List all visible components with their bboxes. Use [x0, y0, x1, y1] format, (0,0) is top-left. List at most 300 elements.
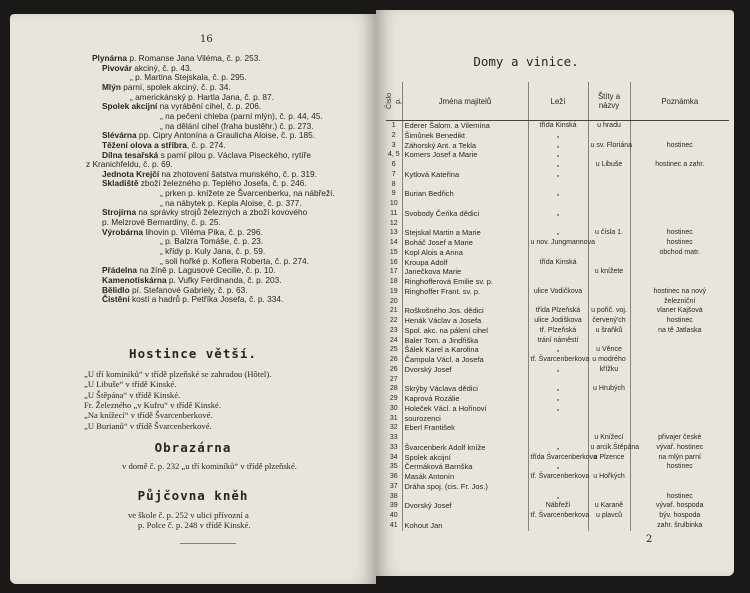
table-cell — [402, 199, 528, 209]
col-header-signs: Štíty a názvy — [588, 82, 630, 121]
table-cell: Čampula Václ. a Josefa — [402, 355, 528, 365]
table-cell: 9 — [391, 190, 396, 198]
table-cell — [402, 492, 528, 502]
table-cell: býv. hospoda — [630, 511, 729, 521]
table-cell: vývař. hostinec — [630, 443, 729, 453]
table-cell — [588, 180, 630, 190]
table-cell — [630, 345, 729, 355]
table-cell: 36 — [389, 473, 398, 480]
table-cell — [630, 267, 729, 277]
table-row — [386, 170, 729, 180]
table-cell — [402, 375, 528, 385]
table-cell: 22 — [389, 317, 398, 324]
table-cell: 8 — [391, 180, 396, 188]
table-cell: zahr. šrulbinka — [630, 521, 729, 531]
entry-detail: „ americkánský p. Hartla Jana, č. p. 87. — [130, 91, 274, 102]
table-cell: u Věnce — [588, 345, 630, 355]
table-row — [386, 160, 729, 170]
entry-detail: „ soli hořké p. Koflera Roberta, č. p. 274. — [160, 255, 309, 266]
table-cell: Skrýby Václava dědici — [402, 384, 528, 394]
right-page — [376, 10, 734, 576]
table-cell — [588, 404, 630, 414]
table-cell: hostinec — [630, 238, 729, 248]
table-row — [386, 306, 729, 316]
table-row — [386, 189, 729, 199]
pujcovna-line: p. Polce č. p. 248 v třídě Kinské. — [138, 520, 251, 530]
table-row — [386, 209, 729, 219]
table-cell: trání náměstí — [528, 336, 588, 346]
table-cell: Burian Bedřich — [402, 189, 528, 199]
table-cell — [588, 414, 630, 424]
table-cell: 3 — [391, 141, 396, 149]
table-cell: Šálek Karel a Karolina — [402, 345, 528, 355]
table-cell: Roškošného Jos. dědici — [402, 306, 528, 316]
table-cell — [630, 180, 729, 190]
table-cell: Ringhoffer Frant. sv. p. — [402, 287, 528, 297]
table-cell: 41 — [389, 521, 398, 529]
table-cell: Švarcenberk Adolf kníže — [402, 443, 528, 453]
entry-name: Slévárna — [102, 130, 137, 141]
table-cell — [528, 375, 588, 385]
entry-name: Bělidlo — [102, 284, 130, 295]
table-cell — [588, 170, 630, 180]
table-row — [386, 384, 729, 394]
table-cell — [630, 375, 729, 385]
table-cell: 33 — [389, 434, 398, 441]
entry-detail: „ křídy p. Kuly Jana, č. p. 59. — [160, 246, 266, 256]
table-row — [386, 316, 729, 326]
table-row — [386, 180, 729, 190]
col-header-location: Leží — [528, 82, 588, 121]
table-cell: obchod matr. — [630, 248, 729, 258]
table-cell: u čísla 1. — [588, 228, 630, 238]
table-cell — [630, 189, 729, 199]
table-cell — [588, 219, 630, 229]
table-row — [386, 336, 729, 346]
table-cell: 13 — [389, 229, 398, 237]
table-cell — [402, 160, 528, 170]
table-cell — [630, 170, 729, 180]
table-cell: „ — [528, 404, 588, 414]
table-cell: hostinec — [630, 492, 729, 502]
col-header-owners: Jména majitelů — [402, 82, 528, 121]
page-number: 16 — [200, 34, 213, 45]
table-cell — [588, 394, 630, 404]
table-cell — [402, 297, 528, 307]
entry-name: Jednota Krejčí — [102, 168, 160, 179]
table-cell: „ — [528, 209, 588, 219]
table-cell — [528, 277, 588, 287]
entry-detail: lihovin p. Viléma Pika, č. p. 296. — [143, 226, 263, 237]
table-cell: Ringhofferová Emilie sv. p. — [402, 277, 528, 287]
table-cell — [402, 511, 528, 521]
table-cell: „ — [528, 443, 588, 453]
entry-name: Plynárna — [92, 53, 128, 63]
col-header-note: Poznámka — [630, 82, 729, 121]
table-cell: u Hrubých — [588, 384, 630, 394]
entry-detail: „ na nábytek p. Kepla Aloise, č. p. 377. — [160, 197, 302, 208]
table-cell: u Hořkých — [588, 472, 630, 482]
table-cell — [528, 248, 588, 258]
table-cell: 35 — [389, 463, 398, 471]
table-cell: 31 — [389, 414, 398, 422]
table-cell — [630, 131, 729, 141]
entry-name: Výrobárna — [102, 226, 144, 237]
table-cell: Baler Tom. a Jindřiška — [402, 336, 528, 346]
entry-detail: zboží železného p. Teplého Josefa, č. p. 246. — [138, 178, 307, 189]
table-cell: Komers Josef a Marie — [402, 150, 528, 160]
table-row — [386, 150, 729, 160]
table-cell: „ — [528, 365, 588, 375]
table-cell: 37 — [389, 482, 398, 490]
table-cell — [528, 199, 588, 209]
table-cell: Kopl Alois a Anna — [402, 248, 528, 258]
table-row — [386, 228, 729, 238]
table-cell: 23 — [389, 326, 398, 334]
entry-detail: kostí a hadrů p. Petříka Josefa, č. p. 334. — [129, 294, 284, 305]
table-cell: Dvorský Josef — [402, 365, 528, 375]
hostinec-line: „U Štěpána“ v třídě Kinské. — [84, 389, 181, 400]
table-cell: 14 — [389, 239, 398, 246]
table-row — [386, 492, 729, 502]
entry-detail: p. Melzrové Bernardiny, č. p. 25. — [102, 217, 221, 228]
table-cell: 33 — [389, 443, 398, 451]
heading-hostince: Hostince větší. — [129, 346, 257, 361]
entry-detail: „ prken p. knížete ze Švarcenberku, na nábřeží. — [160, 188, 335, 199]
entry-detail: p. Romanse Jana Viléma, č. p. 253. — [127, 53, 261, 63]
table-cell: 27 — [389, 375, 398, 383]
table-cell — [588, 258, 630, 268]
entry-name: Těžení olova a stříbra — [102, 139, 187, 150]
table-cell — [588, 492, 630, 502]
entry-name: Strojírna — [102, 207, 137, 218]
table-row — [386, 267, 729, 277]
table-cell: 39 — [389, 502, 398, 510]
table-cell: „ — [528, 160, 588, 170]
table-cell: 24 — [389, 336, 398, 344]
hostinec-line: „U Libuše“ v třídě Kinské. — [84, 379, 177, 390]
table-row — [386, 394, 729, 404]
entry-name: Spolek akcijní — [102, 101, 158, 112]
table-row — [386, 472, 729, 482]
table-cell: u Karaně — [588, 501, 630, 511]
table-cell: Čermáková Barnška — [402, 462, 528, 472]
table-cell — [528, 433, 588, 443]
table-row — [386, 345, 729, 355]
entry-detail: z Kranichfeldu, č. p. 69. — [86, 159, 173, 170]
table-cell — [528, 180, 588, 190]
table-cell — [528, 219, 588, 229]
entry-name: Kamenotiskárna — [102, 274, 167, 285]
table-cell: u Plzence — [588, 453, 630, 463]
table-row — [386, 277, 729, 287]
table-cell — [630, 121, 729, 131]
table-cell: 30 — [389, 404, 398, 412]
table-cell: červený'ch — [588, 316, 630, 326]
table-cell: ulice Vodičkova — [528, 287, 588, 297]
entry-detail: na správky strojů železných a zboží kovového — [136, 207, 308, 218]
table-cell — [630, 258, 729, 268]
table-cell: Kytlová Kateřina — [402, 170, 528, 180]
table-cell: Šimůnek Benedikt — [402, 131, 528, 141]
table-cell: 21 — [389, 307, 398, 315]
entry-name: Čistění — [102, 294, 130, 305]
table-cell: třída Kinská — [528, 121, 588, 131]
table-cell: hostinec — [630, 141, 729, 151]
table-cell: u pořič. voj. — [588, 306, 630, 316]
table-cell — [528, 482, 588, 492]
entry-detail: „ na dělání cihel (fraha bustěhr.) č. p. 273. — [160, 120, 314, 131]
table-cell — [630, 365, 729, 375]
entry-detail: , č. p. 274. — [186, 139, 226, 150]
table-cell — [630, 414, 729, 424]
table-row — [386, 121, 729, 131]
table-cell: Kohout Jan — [402, 521, 528, 531]
table-cell: u Libuše — [588, 160, 630, 170]
table-cell: Spolek akcijní — [402, 453, 528, 463]
table-cell — [588, 297, 630, 307]
table-cell: přivajer české — [630, 433, 729, 443]
table-row — [386, 462, 729, 472]
table-row — [386, 248, 729, 258]
table-row — [386, 131, 729, 141]
table-cell: 1 — [391, 122, 396, 129]
table-cell: hostinec a zahr. — [630, 160, 729, 170]
table-cell: u hradu — [588, 121, 630, 131]
entry-detail: „ p. Balzra Tomáše, č. p. 23. — [160, 236, 264, 247]
table-cell — [630, 472, 729, 482]
table-cell — [630, 150, 729, 160]
entry-name: Pivovár — [102, 62, 132, 73]
entry-detail: na vyrábění cihel, č. p. 206. — [157, 101, 262, 112]
page-number: 2 — [646, 534, 653, 545]
table-cell — [588, 521, 630, 531]
table-cell — [402, 433, 528, 443]
table-cell — [588, 375, 630, 385]
table-cell: Svobody Čeňka dědici — [402, 209, 528, 219]
entry-name: Mlýn — [102, 81, 121, 92]
table-row — [386, 443, 729, 453]
table-cell: tř. Švarcenberkova — [528, 472, 588, 482]
table-cell: hostinec na nový — [630, 287, 729, 297]
table-row — [386, 258, 729, 268]
table-row — [386, 414, 729, 424]
entry-detail: s parní pilou p. Václava Piseckého, rytíře — [158, 149, 311, 160]
table-cell — [528, 297, 588, 307]
table-cell: 34 — [389, 453, 398, 461]
table-cell: u šraňků — [588, 326, 630, 336]
entry-detail: „ p. Martina Stejskala, č. p. 295. — [130, 72, 247, 83]
table-cell: Boháč Josef a Marie — [402, 238, 528, 248]
table-cell — [588, 277, 630, 287]
hostinec-line: „Na knížecí“ v třídě Švarcenberkové. — [84, 410, 213, 421]
table-cell: u plavců — [588, 511, 630, 521]
table-cell: „ — [528, 462, 588, 472]
table-cell: 38 — [389, 492, 398, 500]
table-cell: u sv. Floriána — [588, 141, 630, 151]
table-cell: 28 — [389, 385, 398, 393]
heading-obrazarna: Obrazárna — [154, 440, 232, 455]
table-cell — [588, 131, 630, 141]
table-cell: u knížete — [588, 267, 630, 277]
table-cell: 19 — [389, 287, 398, 295]
table-row — [386, 355, 729, 365]
entry-name: Přádelna — [102, 265, 138, 276]
table-cell — [588, 336, 630, 346]
hostinec-line: „U Burianů“ v třídě Švarcenberkové. — [84, 420, 212, 431]
table-cell: železniční — [630, 297, 729, 307]
col-header-number: Číslo p. — [386, 82, 402, 121]
entry-detail: „ na pečení chleba (parní mlýn), č. p. 44, 45. — [160, 110, 323, 121]
table-cell: „ — [528, 170, 588, 180]
table-row — [386, 287, 729, 297]
left-page — [10, 14, 376, 584]
table-row — [386, 199, 729, 209]
table-cell — [588, 209, 630, 219]
entry-name: Skladiště — [102, 178, 139, 189]
table-cell — [630, 219, 729, 229]
table-cell: křížku — [588, 365, 630, 375]
table-cell: Stejskal Martin a Marie — [402, 228, 528, 238]
table-cell: Eberl František — [402, 423, 528, 433]
table-cell: Henák Václav a Josefa — [402, 316, 528, 326]
table-cell — [588, 248, 630, 258]
table-cell: vlaner Kajšová — [630, 306, 729, 316]
table-cell: „ — [528, 228, 588, 238]
table-cell — [630, 277, 729, 287]
table-cell: „ — [528, 492, 588, 502]
hostinec-line: Fr. Železného „v Kufru“ v třídě Kinské. — [84, 399, 221, 410]
table-cell — [630, 394, 729, 404]
entry-detail: akciný, č. p. 43. — [131, 62, 192, 73]
table-cell: 25 — [389, 346, 398, 354]
table-row — [386, 141, 729, 151]
table-cell — [630, 384, 729, 394]
table-cell: „ — [528, 150, 588, 160]
entry-detail: na žíně p. Lagusové Cecilie, č. p. 10. — [137, 265, 276, 276]
table-cell: Nábřeží — [528, 501, 588, 511]
table-cell: 6 — [391, 161, 396, 168]
table-cell: 11 — [390, 209, 398, 217]
table-cell: „ — [528, 345, 588, 355]
table-cell — [630, 355, 729, 365]
table-header-row — [386, 82, 729, 121]
table-cell: 12 — [389, 219, 398, 227]
table-cell: Kroupa Adolf — [402, 258, 528, 268]
table-cell: u modrého — [588, 355, 630, 365]
table-cell: „ — [528, 394, 588, 404]
table-cell: hostinec — [630, 316, 729, 326]
table-cell: 16 — [389, 258, 398, 266]
entry-detail: p. Vufky Ferdinanda, č. p. 203. — [166, 274, 282, 285]
table-cell — [588, 150, 630, 160]
table-cell: třída Švarcenberkova — [528, 453, 588, 463]
table-cell — [528, 267, 588, 277]
hostinec-line: „U tří kominíků“ v třídě plzeňské se zahradou (Hôtel). — [84, 369, 272, 379]
table-cell: Záhorský Ant. a Tekla — [402, 141, 528, 151]
table-cell: „ — [528, 141, 588, 151]
table-cell: „ — [528, 384, 588, 394]
table-cell: Kaprová Rozálie — [402, 394, 528, 404]
table-cell — [402, 219, 528, 229]
table-cell — [630, 404, 729, 414]
table-cell: tř. Švarcenberkova — [528, 511, 588, 521]
table-cell — [630, 199, 729, 209]
entry-detail: pí. Stefanové Gabriely, č. p. 63. — [129, 284, 248, 295]
entry-detail: pp. Cipry Antonína a Graulicha Aloise, č. p. 185. — [136, 130, 316, 141]
table-cell: 7 — [391, 170, 396, 178]
table-cell: 17 — [389, 268, 398, 276]
table-cell: „ — [528, 131, 588, 141]
table-cell: Ederer Šalom. a Vilemína — [402, 121, 528, 131]
entry-name: Dílna tesařská — [102, 149, 159, 160]
table-cell: Dráha spoj. (cis. Fr. Jos.) — [402, 482, 528, 492]
entry-detail: na zhotovení šatstva munského, č. p. 319. — [159, 168, 317, 179]
table-cell: Dvorský Josef — [402, 501, 528, 511]
table-cell: „ — [528, 189, 588, 199]
table-cell — [402, 180, 528, 190]
table-cell: u nov. Jungmannova — [528, 238, 588, 248]
table-row — [386, 219, 729, 229]
table-cell: třída Kinská — [528, 258, 588, 268]
table-row — [386, 297, 729, 307]
table-row — [386, 326, 729, 336]
property-table — [386, 82, 729, 531]
table-row — [386, 404, 729, 414]
table-cell: třída Plzeňská — [528, 306, 588, 316]
table-cell: vývař. hospoda — [630, 501, 729, 511]
table-cell — [630, 423, 729, 433]
table-cell — [588, 462, 630, 472]
table-cell: 18 — [389, 278, 398, 285]
table-cell: Holeček Václ. a Hořinoví — [402, 404, 528, 414]
table-cell: na mlýn parní — [630, 453, 729, 463]
table-row — [386, 433, 729, 443]
table-cell — [630, 336, 729, 346]
table-cell: ulice Jodiškova — [528, 316, 588, 326]
table-cell: 4, 5 — [388, 151, 400, 159]
table-cell: hostinec — [630, 228, 729, 238]
table-row — [386, 365, 729, 375]
table-row — [386, 453, 729, 463]
table-row — [386, 521, 729, 531]
table-cell: 40 — [389, 512, 398, 519]
table-cell: 15 — [389, 248, 398, 256]
table-row — [386, 238, 729, 248]
table-cell — [588, 199, 630, 209]
table-cell: tř. Švarcenberkova — [528, 355, 588, 365]
table-cell: Masák Antonín — [402, 472, 528, 482]
table-cell: 10 — [389, 200, 398, 207]
ornament-divider — [180, 543, 236, 544]
table-cell: tř. Plzeňská — [528, 326, 588, 336]
table-cell: u Knížecí — [588, 433, 630, 443]
page-title: Domy a vinice. — [473, 54, 579, 69]
table-cell — [588, 189, 630, 199]
pujcovna-line: ve škole č. p. 252 v ulici přívozní a — [128, 510, 249, 520]
table-cell — [528, 423, 588, 433]
table-cell: Janečkova Marie — [402, 267, 528, 277]
table-cell: 29 — [389, 395, 398, 402]
table-cell — [588, 287, 630, 297]
table-row — [386, 423, 729, 433]
table-row — [386, 511, 729, 521]
table-cell: hostinec — [630, 462, 729, 472]
table-cell: 2 — [391, 131, 396, 139]
table-cell: 20 — [389, 297, 398, 305]
entry-detail: parní, spolek akciný, č. p. 34. — [120, 81, 231, 92]
table-cell — [630, 209, 729, 219]
